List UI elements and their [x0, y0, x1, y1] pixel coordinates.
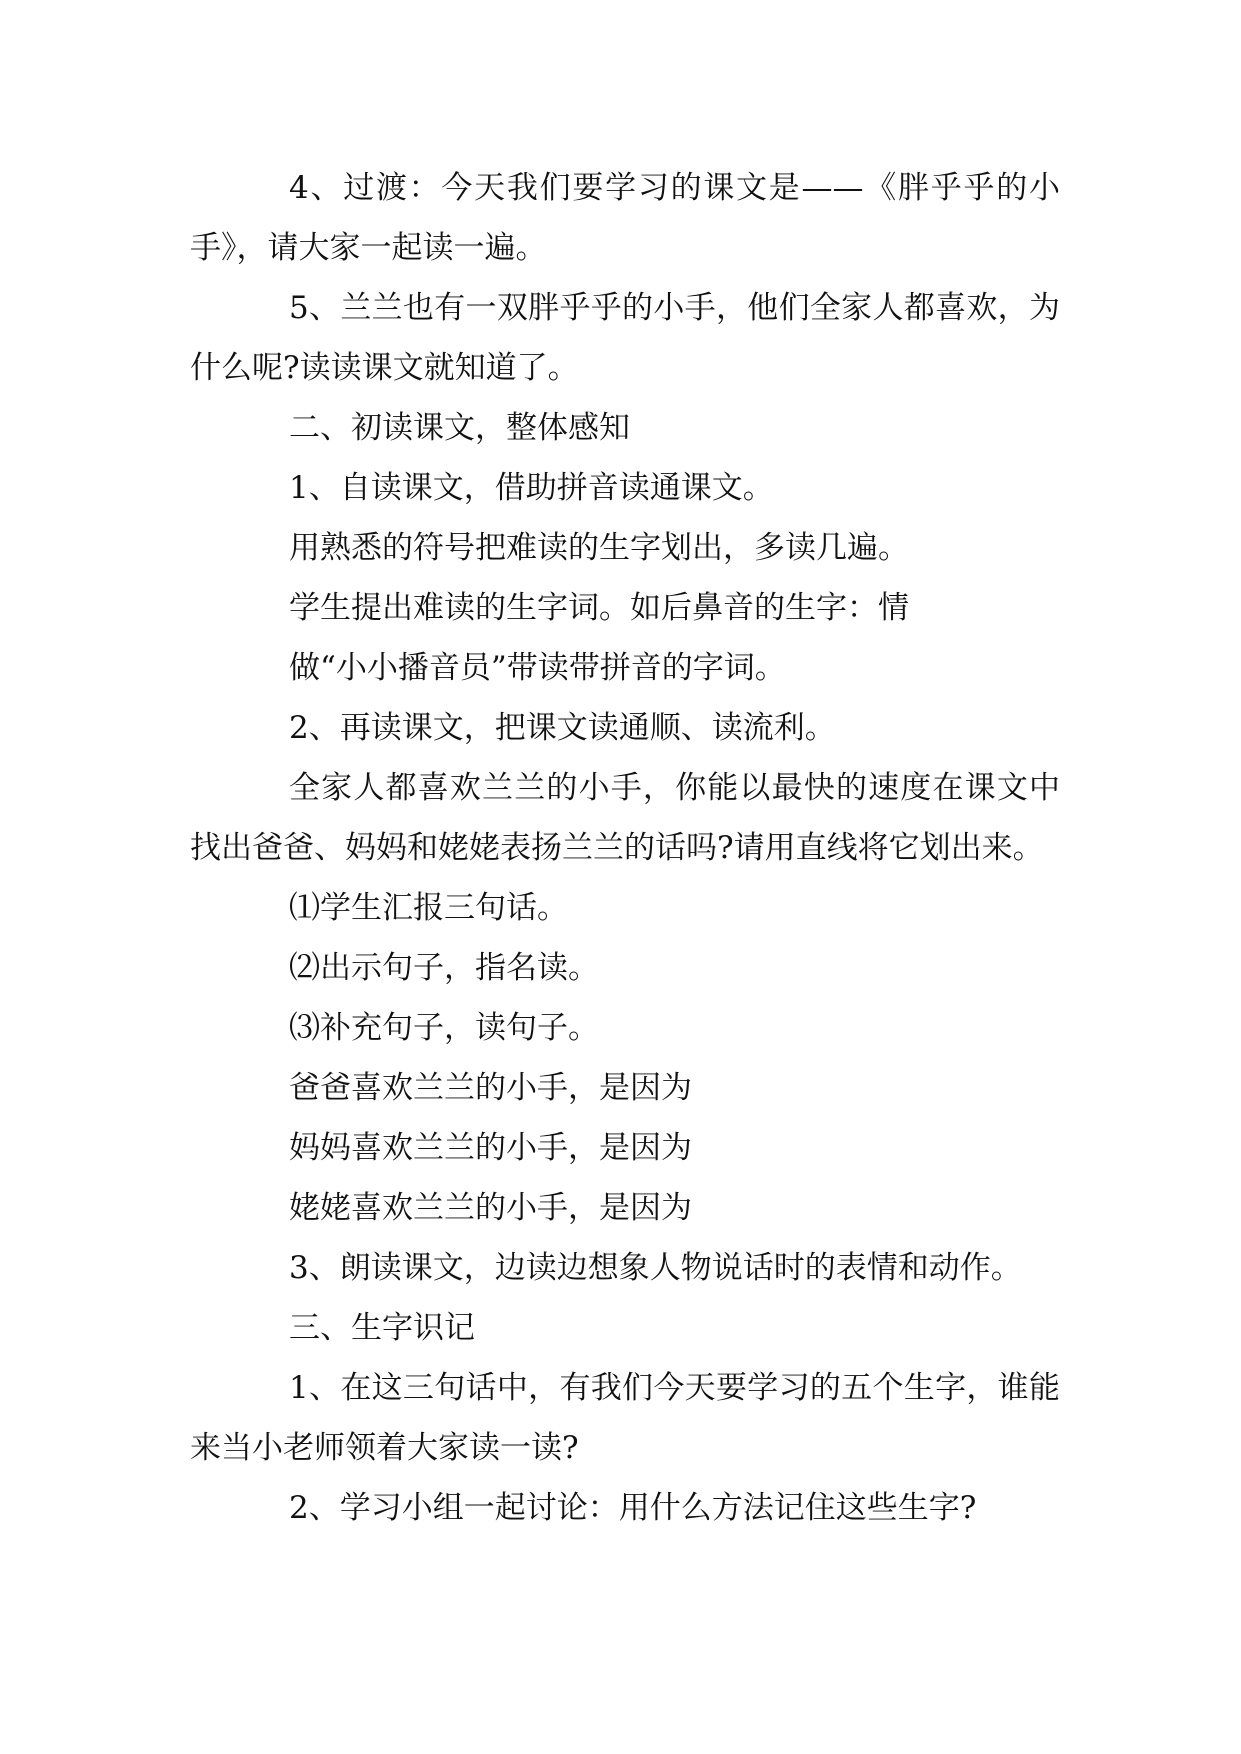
list-item-2: ⑵出示句子，指名读。	[289, 950, 599, 986]
paragraph-mark-characters: 用熟悉的符号把难读的生字划出，多读几遍。	[289, 530, 909, 566]
paragraph-five-characters: 1、在这三句话中，有我们今天要学习的五个生字，谁能来当小老师领着大家读一读?	[190, 1370, 1060, 1466]
paragraph-reread: 2、再读课文，把课文读通顺、读流利。	[289, 710, 836, 746]
paragraph-little-announcer: 做“小小播音员”带读带拼音的字词。	[289, 650, 786, 686]
section-heading-first-reading: 二、初读课文，整体感知	[289, 410, 630, 446]
paragraph-group-discussion: 2、学习小组一起讨论：用什么方法记住这些生字?	[289, 1490, 977, 1526]
list-item-1: ⑴学生汇报三句话。	[289, 890, 568, 926]
paragraph-lanlan-hands: 5、兰兰也有一双胖乎乎的小手，他们全家人都喜欢，为什么呢?读读课文就知道了。	[190, 290, 1060, 386]
document-body	[190, 158, 1060, 1538]
paragraph-read-aloud: 3、朗读课文，边读边想象人物说话时的表情和动作。	[289, 1250, 1022, 1286]
paragraph-difficult-words: 学生提出难读的生字词。如后鼻音的生字：情	[289, 590, 909, 626]
paragraph-transition: 4、过渡：今天我们要学习的课文是——《胖乎乎的小手》，请大家一起读一遍。	[190, 170, 1060, 266]
paragraph-find-praise: 全家人都喜欢兰兰的小手，你能以最快的速度在课文中找出爸爸、妈妈和姥姥表扬兰兰的话吗?请用直线将它划出来。	[190, 770, 1060, 866]
sentence-mom: 妈妈喜欢兰兰的小手，是因为	[289, 1130, 692, 1166]
section-heading-character-recognition: 三、生字识记	[289, 1310, 475, 1346]
list-item-3: ⑶补充句子，读句子。	[289, 1010, 599, 1046]
sentence-grandma: 姥姥喜欢兰兰的小手，是因为	[289, 1190, 692, 1226]
paragraph-self-reading: 1、自读课文，借助拼音读通课文。	[289, 470, 774, 506]
sentence-dad: 爸爸喜欢兰兰的小手，是因为	[289, 1070, 692, 1106]
